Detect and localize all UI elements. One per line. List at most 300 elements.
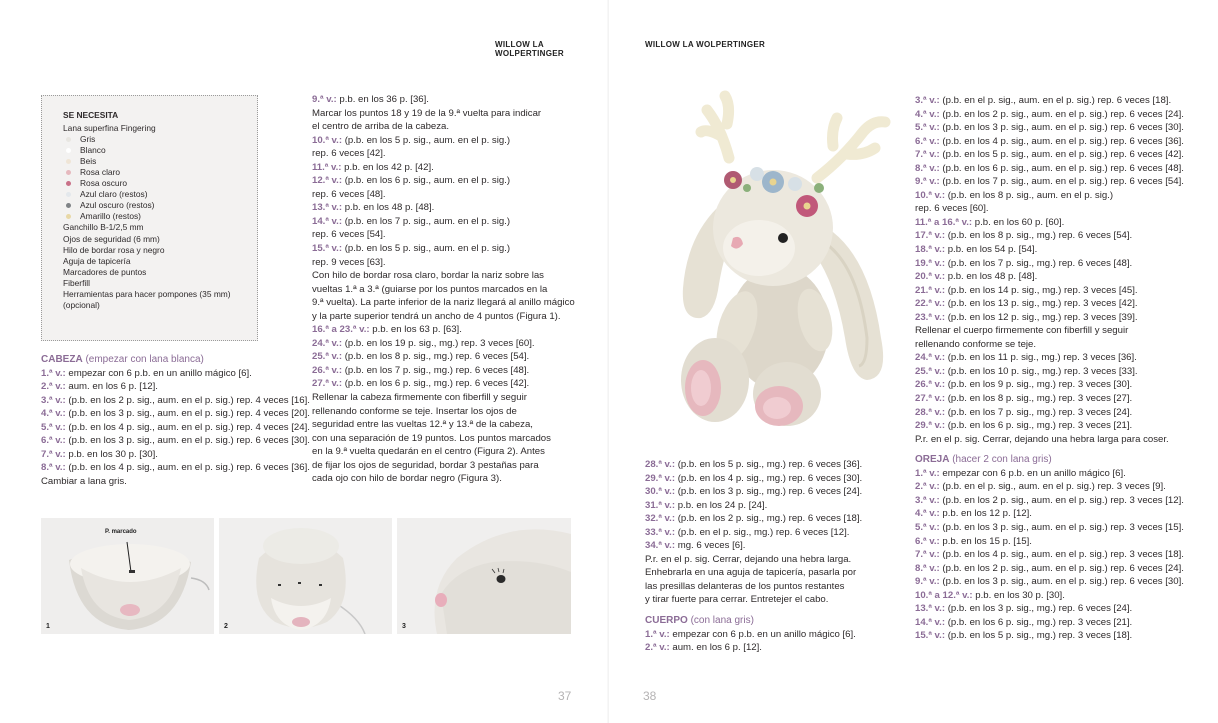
- materials-title: SE NECESITA: [63, 110, 119, 120]
- round-text: de fijar los ojos de seguridad, bordar 3 pestañas para: [312, 459, 539, 471]
- round-text: (p.b. en los 5 p. sig., aum. en el p. sig.): [342, 134, 511, 146]
- round-text: Marcar los puntos 18 y 19 de la 9.ª vuelta para indicar: [312, 107, 542, 119]
- cabeza-instructions: [41, 367, 310, 489]
- instruction-line: [312, 188, 575, 202]
- instruction-line: [645, 641, 862, 655]
- round-text: y la parte superior tendrá un ancho de 4 puntos (Figura 1).: [312, 310, 561, 322]
- round-text: (p.b. en los 3 p. sig., aum. en el p. sig.) rep. 6 veces [30].: [939, 576, 1184, 588]
- cuerpo-continued: [915, 94, 1184, 643]
- instruction-line: [915, 392, 1184, 406]
- round-text: (p.b. en los 3 p. sig., mg.) rep. 6 veces [24].: [675, 486, 863, 498]
- materials-box: [41, 95, 258, 341]
- round-text: p.b. en los 15 p. [15].: [939, 535, 1032, 547]
- cuerpo-title: CUERPO: [645, 615, 688, 627]
- round-text: (p.b. en los 10 p. sig., mg.) rep. 3 veces [33].: [945, 365, 1138, 377]
- instruction-line: [915, 467, 1184, 481]
- instruction-line: [645, 526, 862, 540]
- round-text: (p.b. en los 7 p. sig., mg.) rep. 6 veces [48].: [342, 364, 530, 376]
- tool-item: Fiberfill: [63, 277, 90, 288]
- instruction-line: [915, 311, 1184, 325]
- yarn-color-name: Rosa claro: [80, 167, 121, 178]
- instruction-line: [645, 472, 862, 486]
- instruction-line: [915, 108, 1184, 122]
- round-text: empezar con 6 p.b. en un anillo mágico [6].: [65, 367, 252, 379]
- round-label: 4.ª v.:: [915, 108, 940, 120]
- round-text: (p.b. en los 2 p. sig., aum. en el p. sig.) rep. 4 veces [16].: [65, 394, 310, 406]
- tool-item: Ganchillo B-1/2,5 mm: [63, 222, 144, 233]
- round-label: 10.ª v.:: [312, 134, 343, 146]
- cuerpo-heading: [645, 614, 862, 628]
- head-opening-illustration: [41, 518, 214, 634]
- round-text: rep. 9 veces [63].: [312, 256, 386, 268]
- round-label: 28.ª v.:: [915, 406, 946, 418]
- round-text: rep. 6 veces [42].: [312, 148, 386, 160]
- instruction-line: [915, 494, 1184, 508]
- color-swatch-icon: [66, 203, 71, 208]
- yarn-color-name: Beis: [80, 156, 97, 167]
- round-text: p.b. en los 36 p. [36].: [336, 94, 429, 105]
- instruction-line: [915, 406, 1184, 420]
- round-label: 2.ª v.:: [645, 642, 670, 654]
- round-label: 26.ª v.:: [312, 364, 343, 376]
- round-text: (p.b. en el p. sig., aum. en el p. sig.) rep. 6 veces [18].: [939, 95, 1172, 106]
- round-label: 15.ª v.:: [312, 243, 343, 255]
- round-label: 14.ª v.:: [312, 215, 343, 227]
- instruction-line: [915, 216, 1184, 230]
- instruction-line: [312, 174, 575, 188]
- round-text: (p.b. en los 8 p. sig., mg.) rep. 3 veces [27].: [945, 393, 1133, 405]
- round-text: (p.b. en los 4 p. sig., aum. en el p. sig.) rep. 3 veces [18].: [939, 549, 1184, 561]
- round-text: empezar con 6 p.b. en un anillo mágico [6].: [939, 467, 1126, 479]
- instruction-line: [312, 228, 575, 242]
- round-label: 17.ª v.:: [915, 230, 946, 242]
- round-text: (p.b. en los 7 p. sig., aum. en el p. sig.): [342, 215, 511, 227]
- instruction-line: [915, 243, 1184, 257]
- round-text: (p.b. en los 2 p. sig., aum. en el p. sig.) rep. 6 veces [24].: [939, 562, 1184, 574]
- round-label: 6.ª v.:: [915, 135, 940, 147]
- color-swatch-icon: [66, 181, 71, 186]
- round-text: rellenando conforme se teje.: [915, 338, 1037, 350]
- round-text: (p.b. en los 13 p. sig., mg.) rep. 3 veces [42].: [945, 298, 1138, 310]
- round-label: 24.ª v.:: [915, 352, 946, 364]
- round-text: (p.b. en los 9 p. sig., mg.) rep. 3 veces [30].: [945, 379, 1133, 391]
- instruction-line: [915, 480, 1184, 494]
- round-text: p.b. en los 63 p. [63].: [369, 324, 462, 336]
- instruction-line: [312, 120, 575, 134]
- instruction-line: [312, 256, 575, 270]
- round-text: (p.b. en los 8 p. sig., aum. en el p. sig.): [945, 189, 1114, 201]
- round-label: 20.ª v.:: [915, 271, 946, 283]
- round-text: (p.b. en los 19 p. sig., mg.) rep. 3 veces [60].: [342, 337, 535, 349]
- round-label: 11.ª a 16.ª v.:: [915, 216, 973, 228]
- yarn-color-item: [63, 178, 257, 189]
- round-label: 1.ª v.:: [915, 467, 940, 479]
- oreja-note: (hacer 2 con lana gris): [949, 454, 1052, 466]
- round-text: P.r. en el p. sig. Cerrar, dejando una hebra larga para coser.: [915, 433, 1169, 445]
- round-text: p.b. en los 30 p. [30].: [65, 448, 158, 460]
- round-label: 3.ª v.:: [915, 494, 940, 506]
- round-label: 2.ª v.:: [41, 381, 66, 393]
- round-text: p.b. en los 12 p. [12].: [939, 508, 1032, 520]
- round-label: 18.ª v.:: [915, 244, 946, 256]
- round-label: 7.ª v.:: [915, 149, 940, 161]
- instruction-line: [312, 418, 575, 432]
- round-text: cada ojo con hilo de bordar negro (Figura 3).: [312, 473, 502, 485]
- round-text: p.b. en los 48 p. [48].: [945, 271, 1038, 283]
- round-text: P.r. en el p. sig. Cerrar, dejando una hebra larga.: [645, 553, 852, 565]
- instruction-line: [312, 432, 575, 446]
- round-text: el centro de arriba de la cabeza.: [312, 121, 450, 133]
- round-label: 12.ª v.:: [312, 175, 343, 187]
- instruction-line: [645, 553, 862, 567]
- round-text: p.b. en los 48 p. [48].: [342, 202, 435, 214]
- yarn-color-item: [63, 200, 257, 211]
- instruction-line: [915, 419, 1184, 433]
- round-label: 8.ª v.:: [41, 462, 66, 474]
- instruction-line: [915, 121, 1184, 135]
- round-label: 4.ª v.:: [41, 408, 66, 420]
- instruction-line: [915, 324, 1184, 338]
- figure-3-photo: [397, 518, 571, 634]
- instruction-line: [645, 512, 862, 526]
- figure-2-number: 2: [224, 623, 228, 630]
- instruction-line: [312, 377, 575, 391]
- round-label: 29.ª v.:: [645, 472, 676, 484]
- round-text: (p.b. en los 3 p. sig., aum. en el p. sig.) rep. 4 veces [20].: [65, 408, 310, 420]
- wolpertinger-doll-illustration: [667, 88, 899, 430]
- round-label: 32.ª v.:: [645, 513, 676, 525]
- round-text: (p.b. en los 2 p. sig., aum. en el p. sig.) rep. 6 veces [24].: [939, 108, 1184, 120]
- round-label: 6.ª v.:: [41, 435, 66, 447]
- yarn-color-name: Azul oscuro (restos): [80, 200, 155, 211]
- round-text: (p.b. en los 5 p. sig., aum. en el p. sig.) rep. 6 veces [42].: [939, 149, 1184, 161]
- page-number-left: 37: [558, 689, 572, 703]
- instruction-line: [915, 297, 1184, 311]
- tool-item: Hilo de bordar rosa y negro: [63, 244, 165, 255]
- cabeza-heading: [41, 353, 310, 367]
- round-label: 3.ª v.:: [41, 394, 66, 406]
- yarn-color-name: Blanco: [80, 145, 106, 156]
- instruction-line: [915, 433, 1184, 447]
- instruction-line: [915, 135, 1184, 149]
- round-text: aum. en los 6 p. [12].: [65, 381, 158, 393]
- round-text: (p.b. en los 3 p. sig., aum. en el p. sig.) rep. 6 veces [30].: [939, 122, 1184, 134]
- cuerpo-instructions: [645, 628, 862, 655]
- instruction-line: [312, 323, 575, 337]
- yarn-color-item: [63, 134, 257, 145]
- figure-2-photo: [219, 518, 392, 634]
- round-label: 11.ª v.:: [312, 161, 342, 173]
- instruction-line: [915, 189, 1184, 203]
- round-label: 33.ª v.:: [645, 526, 676, 538]
- instruction-line: [915, 521, 1184, 535]
- round-label: 15.ª v.:: [915, 630, 946, 642]
- instruction-line: [915, 94, 1184, 108]
- yarn-color-name: Rosa oscuro: [80, 178, 128, 189]
- tool-item: Marcadores de puntos: [63, 266, 147, 277]
- figure-1-marker-label: P. marcado: [105, 529, 137, 535]
- color-swatch-icon: [66, 159, 71, 164]
- round-label: 1.ª v.:: [645, 628, 670, 640]
- instruction-line: [645, 539, 862, 553]
- yarn-color-name: Azul claro (restos): [80, 189, 148, 200]
- round-text: (p.b. en el p. sig., mg.) rep. 6 veces [12].: [675, 526, 850, 538]
- cabeza-title: CABEZA: [41, 354, 83, 365]
- round-text: (p.b. en los 8 p. sig., mg.) rep. 6 veces [54].: [342, 351, 530, 363]
- yarn-color-item: [63, 167, 257, 178]
- instruction-line: [312, 107, 575, 121]
- round-label: 5.ª v.:: [41, 421, 66, 433]
- instruction-line: [645, 593, 862, 607]
- round-text: (p.b. en los 3 p. sig., aum. en el p. sig.) rep. 3 veces [15].: [939, 521, 1184, 533]
- round-text: vueltas 1.ª a 3.ª (guiarse por los puntos marcados en la: [312, 283, 548, 295]
- cabeza-section: [41, 353, 310, 488]
- instruction-line: [312, 296, 575, 310]
- instruction-line: [41, 367, 310, 381]
- tool-item: Herramientas para hacer pompones (35 mm): [63, 288, 231, 299]
- instruction-line: [41, 448, 310, 462]
- yarn-color-item: [63, 211, 257, 222]
- round-text: empezar con 6 p.b. en un anillo mágico [6].: [669, 628, 856, 640]
- instruction-line: [645, 485, 862, 499]
- round-text: Enhebrarla en una aguja de tapicería, pasarla por: [645, 567, 857, 579]
- instruction-line: [915, 575, 1184, 589]
- round-text: (p.b. en los 5 p. sig., aum. en el p. sig.): [342, 243, 511, 255]
- round-label: 13.ª v.:: [915, 603, 946, 615]
- yarn-heading: Lana superfina Fingering: [63, 123, 156, 134]
- instruction-line: [312, 445, 575, 459]
- round-text: rep. 6 veces [48].: [312, 188, 386, 200]
- yarn-color-item: [63, 145, 257, 156]
- instruction-line: [915, 338, 1184, 352]
- instruction-line: [915, 602, 1184, 616]
- instruction-line: [915, 616, 1184, 630]
- oreja-instructions: [915, 467, 1184, 643]
- instruction-line: [915, 365, 1184, 379]
- round-text: p.b. en los 24 p. [24].: [675, 499, 768, 511]
- round-text: (p.b. en los 6 p. sig., aum. en el p. sig.): [342, 175, 511, 187]
- instruction-line: [312, 310, 575, 324]
- instruction-line: [915, 535, 1184, 549]
- instruction-line: [41, 407, 310, 421]
- cabeza-note: (empezar con lana blanca): [82, 354, 204, 365]
- round-label: 34.ª v.:: [645, 540, 676, 552]
- instruction-line: [915, 257, 1184, 271]
- round-label: 30.ª v.:: [645, 486, 676, 498]
- round-text: (p.b. en los 14 p. sig., mg.) rep. 3 veces [45].: [945, 284, 1138, 296]
- instruction-line: [312, 147, 575, 161]
- round-label: 25.ª v.:: [312, 351, 343, 363]
- cabeza-final-rows: [645, 458, 862, 655]
- round-label: 29.ª v.:: [915, 420, 946, 432]
- instruction-line: [312, 337, 575, 351]
- round-label: 31.ª v.:: [645, 499, 676, 511]
- round-text: en la 9.ª vuelta quedarán en el centro (Figura 2). Antes: [312, 446, 545, 458]
- color-swatch-icon: [66, 148, 71, 153]
- round-label: 4.ª v.:: [915, 508, 940, 520]
- round-label: 22.ª v.:: [915, 298, 946, 310]
- round-label: 9.ª v.:: [915, 176, 940, 188]
- instruction-line: [915, 229, 1184, 243]
- round-text: p.b. en los 60 p. [60].: [972, 216, 1065, 228]
- instruction-line: [915, 351, 1184, 365]
- round-text: y tirar fuerte para cerrar. Entretejer el cabo.: [645, 594, 829, 606]
- round-text: (p.b. en los 8 p. sig., mg.) rep. 6 veces [54].: [945, 230, 1133, 242]
- round-text: (p.b. en los 6 p. sig., mg.) rep. 3 veces [21].: [945, 616, 1133, 628]
- instruction-line: [915, 548, 1184, 562]
- round-text: (p.b. en los 4 p. sig., aum. en el p. sig.) rep. 4 veces [24].: [65, 421, 310, 433]
- head-with-marks-illustration: [219, 518, 392, 634]
- instruction-line: [41, 434, 310, 448]
- round-label: 27.ª v.:: [915, 393, 946, 405]
- round-label: 2.ª v.:: [915, 481, 940, 493]
- round-label: 9.ª v.:: [312, 94, 337, 105]
- round-text: (p.b. en los 3 p. sig., aum. en el p. sig.) rep. 6 veces [30].: [65, 435, 310, 447]
- round-label: 7.ª v.:: [41, 448, 66, 460]
- right-page: [609, 0, 1218, 723]
- round-label: 5.ª v.:: [915, 122, 940, 134]
- round-text: las presillas delanteras de los puntos restantes: [645, 580, 845, 592]
- round-label: 7.ª v.:: [915, 549, 940, 561]
- instruction-line: [915, 284, 1184, 298]
- figure-3-number: 3: [402, 623, 406, 630]
- round-label: 14.ª v.:: [915, 616, 946, 628]
- round-text: (p.b. en los 4 p. sig., aum. en el p. sig.) rep. 6 veces [36].: [939, 135, 1184, 147]
- round-text: (p.b. en el p. sig., aum. en el p. sig.) rep. 3 veces [9].: [939, 481, 1166, 493]
- round-label: 19.ª v.:: [915, 257, 946, 269]
- round-text: (p.b. en los 6 p. sig., mg.) rep. 6 veces [42].: [342, 378, 530, 390]
- instruction-line: [645, 458, 862, 472]
- round-label: 16.ª a 23.ª v.:: [312, 324, 370, 336]
- round-label: 25.ª v.:: [915, 365, 946, 377]
- tool-item: Aguja de tapicería: [63, 255, 131, 266]
- head-with-eyes-illustration: [397, 518, 571, 634]
- round-text: (p.b. en los 7 p. sig., mg.) rep. 6 veces [48].: [945, 257, 1133, 269]
- round-text: con una separación de 19 puntos. Los puntos marcados: [312, 432, 551, 444]
- cuerpo-note: (con lana gris): [687, 615, 754, 627]
- round-label: 28.ª v.:: [645, 459, 676, 470]
- round-text: (p.b. en los 3 p. sig., mg.) rep. 6 veces [24].: [945, 603, 1133, 615]
- figure-1-photo: [41, 518, 214, 634]
- round-label: 26.ª v.:: [915, 379, 946, 391]
- cabeza-continued: [312, 93, 575, 486]
- color-swatch-icon: [66, 214, 71, 219]
- running-head-right: WILLOW LA WOLPERTINGER: [645, 40, 766, 49]
- round-text: 9.ª vuelta). La parte inferior de la nariz llegará al anillo mágico: [312, 297, 575, 309]
- instruction-line: [312, 391, 575, 405]
- color-swatch-icon: [66, 137, 71, 142]
- instruction-line: [312, 283, 575, 297]
- round-text: (p.b. en los 4 p. sig., aum. en el p. sig.) rep. 6 veces [36].: [65, 462, 310, 474]
- round-label: 24.ª v.:: [312, 337, 343, 349]
- instruction-line: [41, 475, 310, 489]
- yarn-color-name: Amarillo (restos): [80, 211, 141, 222]
- oreja-heading: [915, 453, 1184, 467]
- instruction-line: [645, 580, 862, 594]
- cabeza-final-instructions: [645, 458, 862, 607]
- instruction-line: [915, 378, 1184, 392]
- instruction-line: [915, 270, 1184, 284]
- running-head-left: WILLOW LA WOLPERTINGER: [495, 40, 564, 58]
- yarn-color-list: [63, 134, 257, 222]
- instruction-line: [915, 589, 1184, 603]
- round-text: Rellenar la cabeza firmemente con fiberfill y seguir: [312, 392, 527, 404]
- round-label: 27.ª v.:: [312, 378, 343, 390]
- instruction-line: [915, 162, 1184, 176]
- yarn-color-item: [63, 156, 257, 167]
- round-label: 21.ª v.:: [915, 284, 946, 296]
- instruction-line: [312, 134, 575, 148]
- instruction-line: [312, 161, 575, 175]
- page-number-right: 38: [643, 689, 657, 703]
- round-label: 1.ª v.:: [41, 367, 66, 379]
- round-text: p.b. en los 54 p. [54].: [945, 244, 1038, 256]
- color-swatch-icon: [66, 170, 71, 175]
- instruction-line: [645, 628, 862, 642]
- figure-1-number: 1: [46, 623, 50, 630]
- round-text: Con hilo de bordar rosa claro, bordar la nariz sobre las: [312, 270, 544, 282]
- round-label: 8.ª v.:: [915, 162, 940, 174]
- round-label: 6.ª v.:: [915, 535, 940, 547]
- instruction-line: [915, 175, 1184, 189]
- round-label: 10.ª a 12.ª v.:: [915, 589, 973, 601]
- round-text: p.b. en los 30 p. [30].: [972, 589, 1065, 601]
- color-swatch-icon: [66, 192, 71, 197]
- round-text: (p.b. en los 5 p. sig., mg.) rep. 6 veces [36].: [675, 459, 863, 470]
- instruction-line: [645, 566, 862, 580]
- round-label: 3.ª v.:: [915, 95, 940, 106]
- instruction-line: [915, 629, 1184, 643]
- instruction-line: [312, 93, 575, 107]
- instruction-line: [41, 394, 310, 408]
- instruction-line: [41, 421, 310, 435]
- round-label: 23.ª v.:: [915, 311, 946, 323]
- round-text: aum. en los 6 p. [12].: [669, 642, 762, 654]
- round-text: rep. 6 veces [60].: [915, 203, 989, 215]
- instruction-line: [41, 461, 310, 475]
- round-label: 13.ª v.:: [312, 202, 343, 214]
- instruction-line: [312, 350, 575, 364]
- round-text: (p.b. en los 7 p. sig., aum. en el p. sig.) rep. 6 veces [54].: [939, 176, 1184, 188]
- yarn-color-item: [63, 189, 257, 200]
- instruction-line: [915, 148, 1184, 162]
- cuerpo-continued-instructions: [915, 94, 1184, 446]
- round-text: rep. 6 veces [54].: [312, 229, 386, 241]
- instruction-line: [915, 202, 1184, 216]
- instruction-line: [312, 201, 575, 215]
- instruction-line: [915, 507, 1184, 521]
- instruction-line: [312, 364, 575, 378]
- round-text: (p.b. en los 4 p. sig., mg.) rep. 6 veces [30].: [675, 472, 863, 484]
- instruction-line: [312, 269, 575, 283]
- instruction-line: [312, 242, 575, 256]
- instruction-line: [645, 499, 862, 513]
- tool-item: (opcional): [63, 299, 100, 310]
- round-text: p.b. en los 42 p. [42].: [341, 161, 434, 173]
- round-text: (p.b. en los 11 p. sig., mg.) rep. 3 veces [36].: [945, 352, 1137, 364]
- round-label: 9.ª v.:: [915, 576, 940, 588]
- round-text: (p.b. en los 2 p. sig., mg.) rep. 6 veces [18].: [675, 513, 863, 525]
- round-text: (p.b. en los 7 p. sig., mg.) rep. 3 veces [24].: [945, 406, 1133, 418]
- instruction-line: [41, 380, 310, 394]
- round-label: 8.ª v.:: [915, 562, 940, 574]
- instruction-line: [312, 215, 575, 229]
- round-text: (p.b. en los 2 p. sig., aum. en el p. sig.) rep. 3 veces [12].: [939, 494, 1184, 506]
- amigurumi-photo: [667, 88, 899, 430]
- round-text: Cambiar a lana gris.: [41, 475, 127, 487]
- round-text: (p.b. en los 6 p. sig., aum. en el p. sig.) rep. 6 veces [48].: [939, 162, 1184, 174]
- instruction-line: [312, 459, 575, 473]
